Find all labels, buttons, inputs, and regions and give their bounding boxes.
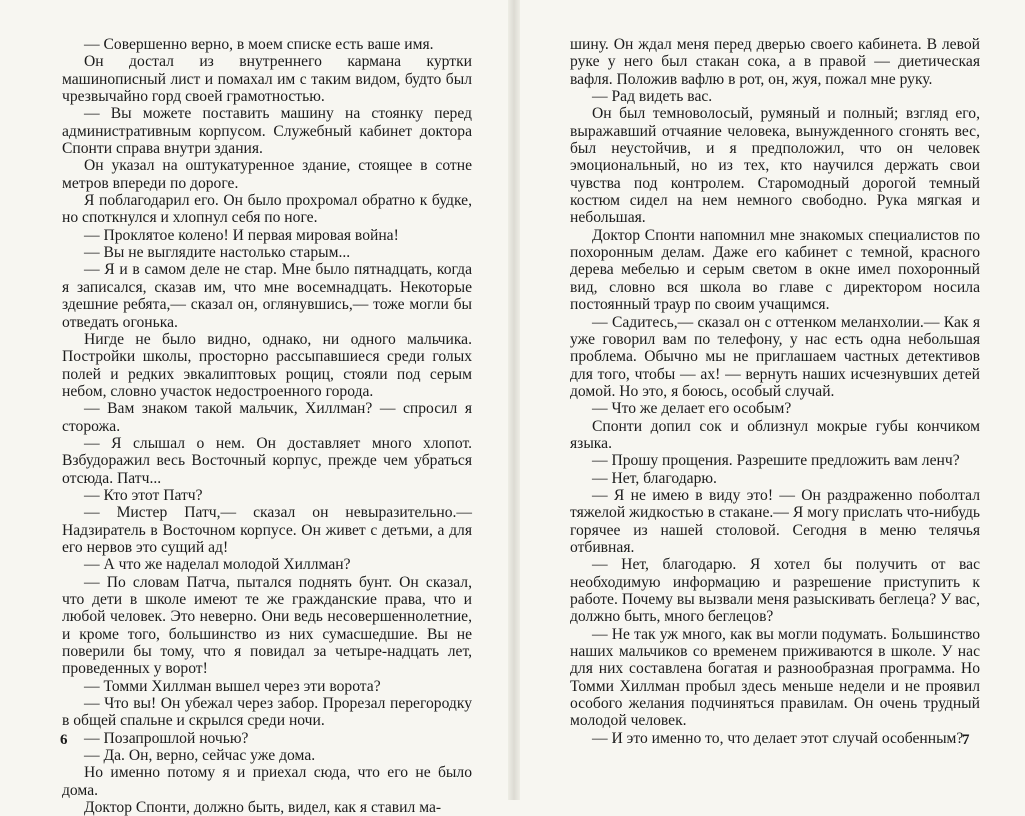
paragraph: — Вы не выглядите настолько старым... (84, 244, 351, 262)
right-page-text (570, 36, 980, 747)
left-page-number: 6 (60, 732, 68, 748)
paragraph: — По словам Патча, пытался поднять бунт. Он сказал, что дети в школе имеют те же гражданские права, что и любой человек. Это неверно. Они ведь несовершеннолетние, и кроме того, большинство из них сумасшедшие. Вы не поверили бы тому, что я повидал за четыре-надцать лет, проведенных у ворот! (62, 573, 472, 678)
paragraph: — Совершенно верно, в моем списке есть ваше имя. (84, 36, 434, 53)
paragraph: Он достал из внутреннего кармана куртки машинописный лист и помахал им с таким видом, будто был чрезвычайно горд своей грамотностью. (62, 53, 472, 106)
paragraph: — Позапрошлой ночью? (84, 729, 249, 747)
paragraph: — Рад видеть вас. (592, 88, 713, 106)
book-gutter (508, 0, 520, 800)
paragraph: — Я не имею в виду это! — Он раздраженно поболтал тяжелой жидкостью в стакане.— Я могу прислать что-нибудь горячее из нашей столовой. Сегодня в меню телячья отбивная. (570, 486, 980, 556)
paragraph: Спонти допил сок и облизнул мокрые губы кончиком языка. (570, 417, 980, 452)
paragraph: Нигде не было видно, однако, ни одного мальчика. Постройки школы, просторно рассыпавшиеся среди голых полей и редких эвкалиптовых рощиц, стояли под серым небом, словно участок недостроенного города. (62, 330, 472, 400)
paragraph-continuation: шину. Он ждал меня перед дверью своего кабинета. В левой руке у него был стакан сока, а в правой — диетическая вафля. Положив вафлю в рот, он, жуя, пожал мне руку. (570, 36, 980, 88)
paragraph: — Садитесь,— сказал он с оттенком меланхолии.— Как я уже говорил вам по телефону, у нас есть одна небольшая проблема. Обычно мы не приглашаем частных детективов для того, чтобы — ах! — вернуть наших исчезнувших детей домой. Но это, я боюсь, особый случай. (570, 313, 980, 400)
paragraph: — Мистер Патч,— сказал он невыразительно.— Надзиратель в Восточном корпусе. Он живет с детьми, а для его нервов это сущий ад! (62, 504, 472, 556)
paragraph: — Да. Он, верно, сейчас уже дома. (84, 747, 316, 765)
paragraph: Он указал на оштукатуренное здание, стоящее в сотне метров впереди по дороге. (62, 157, 472, 192)
paragraph: — И это именно то, что делает этот случай особенным? (592, 729, 964, 747)
paragraph: — Что же делает его особым? (592, 400, 792, 418)
paragraph: — Я слышал о нем. Он доставляет много хлопот. Взбудоражил весь Восточный корпус, прежде чем убраться отсюда. Патч... (62, 434, 472, 487)
paragraph: Он был темноволосый, румяный и полный; взгляд его, выражавший отчаяние человека, вынужденного сгонять вес, был неустойчив, и я предположил, что он человек эмоциональный, но из тех, кто научился держать свои чувства под контролем. Старомодный дорогой темный костюм сидел на нем немного свободно. Рука мягкая и небольшая. (570, 105, 980, 227)
paragraph: Но именно потому я и приехал сюда, что его не было дома. (62, 764, 472, 799)
paragraph: — А что же наделал молодой Хиллман? (84, 556, 351, 574)
paragraph: — Томми Хиллман вышел через эти ворота? (84, 677, 381, 695)
paragraph: — Прошу прощения. Разрешите предложить вам ленч? (592, 452, 960, 470)
paragraph: — Я и в самом деле не стар. Мне было пятнадцать, когда я записался, сказав им, что мне восемнадцать. Некоторые здешние ребята,— сказал он, оглянувшись,— тоже могли бы отведать огонька. (62, 261, 472, 331)
paragraph: — Нет, благодарю. Я хотел бы получить от вас необходимую информацию и разрешение приступить к работе. Почему вы вызвали меня разыскивать беглеца? У вас, должно быть, много беглецов? (570, 556, 980, 626)
paragraph: Я поблагодарил его. Он было прохромал обратно к будке, но споткнулся и хлопнул себя по ноге. (62, 192, 472, 227)
right-page-number: 7 (962, 732, 970, 748)
paragraph: — Вы можете поставить машину на стоянку перед административным корпусом. Служебный кабинет доктора Спонти справа внутри здания. (62, 105, 472, 158)
paragraph: Доктор Спонти напомнил мне знакомых специалистов по похоронным делам. Даже его кабинет с темной, красного дерева мебелью и серым светом в окне имел похоронный вид, словно вся школа во главе с директором носила постоянный траур по своим учащимся. (570, 226, 980, 314)
paragraph: — Не так уж много, как вы могли подумать. Большинство наших мальчиков со временем приживаются в школе. У нас для них составлена богатая и разнообразная программа. Но Томми Хиллман пробыл здесь меньше недели и не проявил особого желания подчиняться правилам. Он очень трудный молодой человек. (570, 625, 980, 730)
paragraph: — Нет, благодарю. (592, 469, 717, 487)
paragraph: — Проклятое колено! И первая мировая война! (84, 226, 399, 244)
paragraph: Доктор Спонти, должно быть, видел, как я ставил ма- (84, 799, 442, 816)
paragraph: — Что вы! Он убежал через забор. Прорезал перегородку в общей спальне и скрылся среди ночи. (62, 695, 472, 730)
left-page-text (62, 36, 472, 816)
paragraph: — Вам знаком такой мальчик, Хиллман? — спросил я сторожа. (62, 400, 472, 435)
paragraph: — Кто этот Патч? (84, 486, 203, 504)
